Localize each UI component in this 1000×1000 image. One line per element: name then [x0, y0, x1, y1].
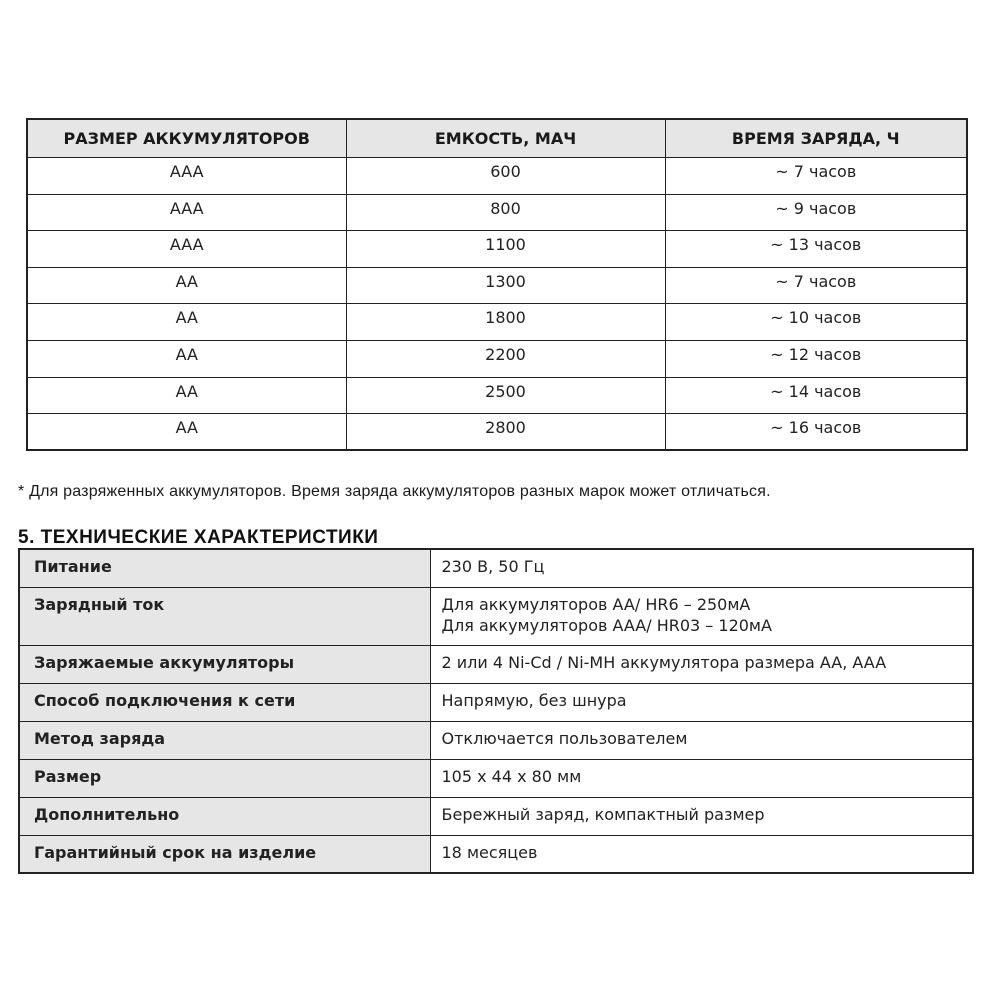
spec-key: Метод заряда — [19, 721, 430, 759]
cell-time: ~ 14 часов — [665, 377, 967, 414]
spec-value-line: Отключается пользователем — [441, 728, 688, 748]
cell-size: AA — [27, 304, 346, 341]
cell-time: ~ 13 часов — [665, 231, 967, 268]
cell-capacity: 800 — [346, 194, 665, 231]
cell-capacity: 2500 — [346, 377, 665, 414]
cell-time: ~ 10 часов — [665, 304, 967, 341]
spec-key: Способ подключения к сети — [19, 683, 430, 721]
cell-time: ~ 7 часов — [665, 158, 967, 195]
spec-value — [430, 587, 973, 645]
spec-value — [430, 683, 973, 721]
spec-key: Питание — [19, 549, 430, 587]
spec-key: Гарантийный срок на изделие — [19, 835, 430, 873]
cell-capacity: 2800 — [346, 414, 665, 451]
spec-row-extra — [19, 797, 973, 835]
cell-capacity: 1800 — [346, 304, 665, 341]
table-row — [27, 377, 967, 414]
spec-key: Заряжаемые аккумуляторы — [19, 645, 430, 683]
cell-size: AA — [27, 414, 346, 451]
spec-key: Дополнительно — [19, 797, 430, 835]
spec-value-line: 2 или 4 Ni-Cd / Ni-MH аккумулятора размера AA, AAA — [441, 652, 887, 672]
table-row — [27, 414, 967, 451]
table-row — [27, 158, 967, 195]
spec-value-line: Напрямую, без шнура — [441, 690, 627, 710]
cell-size: AAA — [27, 231, 346, 268]
cell-time: ~ 7 часов — [665, 267, 967, 304]
section-title: 5. ТЕХНИЧЕСКИЕ ХАРАКТЕРИСТИКИ — [18, 527, 379, 548]
spec-value-line: Для аккумуляторов AA/ HR6 – 250мА — [441, 594, 751, 614]
spec-value — [430, 645, 973, 683]
spec-row-power — [19, 549, 973, 587]
spec-row-charge-current — [19, 587, 973, 645]
header-battery-size: РАЗМЕР АККУМУЛЯТОРОВ — [27, 119, 346, 158]
spec-row-connection — [19, 683, 973, 721]
spec-value — [430, 835, 973, 873]
table-row — [27, 304, 967, 341]
spec-key: Размер — [19, 759, 430, 797]
spec-row-batteries — [19, 645, 973, 683]
spec-value — [430, 721, 973, 759]
cell-size: AAA — [27, 194, 346, 231]
spec-row-size — [19, 759, 973, 797]
cell-size: AA — [27, 377, 346, 414]
cell-capacity: 1100 — [346, 231, 665, 268]
specs-table — [18, 548, 974, 874]
header-charge-time: ВРЕМЯ ЗАРЯДА, Ч — [665, 119, 967, 158]
footnote: * Для разряженных аккумуляторов. Время заряда аккумуляторов разных марок может отличаться. — [18, 483, 771, 500]
cell-capacity: 1300 — [346, 267, 665, 304]
table-header-row — [27, 119, 967, 158]
spec-value — [430, 797, 973, 835]
spec-value-line: 105 x 44 x 80 мм — [441, 766, 582, 786]
cell-capacity: 600 — [346, 158, 665, 195]
cell-size: AA — [27, 340, 346, 377]
spec-row-warranty — [19, 835, 973, 873]
spec-value — [430, 549, 973, 587]
table-row — [27, 340, 967, 377]
table-row — [27, 194, 967, 231]
cell-size: AAA — [27, 158, 346, 195]
charge-time-table — [26, 118, 968, 451]
cell-time: ~ 16 часов — [665, 414, 967, 451]
spec-row-charge-method — [19, 721, 973, 759]
spec-key: Зарядный ток — [19, 587, 430, 645]
spec-value-line: 230 В, 50 Гц — [441, 557, 545, 576]
spec-value — [430, 759, 973, 797]
table-row — [27, 231, 967, 268]
table-row — [27, 267, 967, 304]
spec-value-line: Бережный заряд, компактный размер — [441, 804, 765, 824]
cell-capacity: 2200 — [346, 340, 665, 377]
header-capacity: ЕМКОСТЬ, МАЧ — [346, 119, 665, 158]
cell-time: ~ 12 часов — [665, 340, 967, 377]
spec-value-line: 18 месяцев — [441, 842, 538, 862]
cell-size: AA — [27, 267, 346, 304]
spec-value-line: Для аккумуляторов AAA/ HR03 – 120мА — [441, 615, 772, 635]
cell-time: ~ 9 часов — [665, 194, 967, 231]
